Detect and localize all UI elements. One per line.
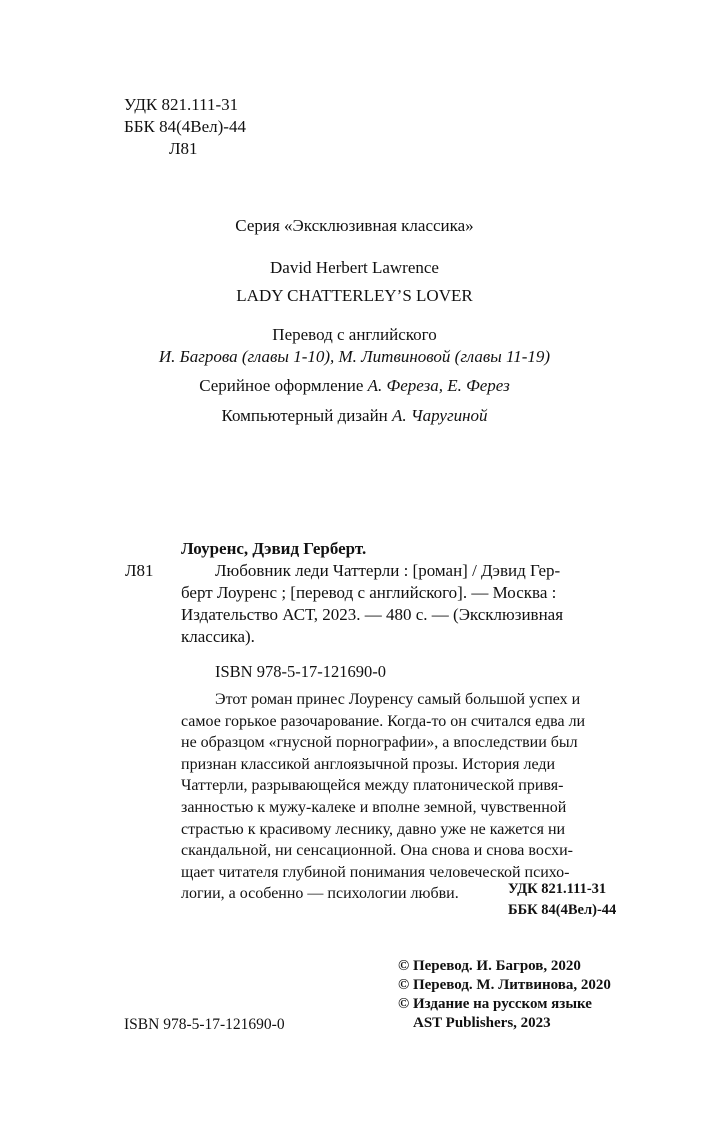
bibliographic-body xyxy=(125,560,625,648)
computer-design-label: Компьютерный дизайн xyxy=(221,406,393,425)
isbn-footer: ISBN 978-5-17-121690-0 xyxy=(124,1016,285,1033)
annotation-line: не образцом «гнусной порнографии», а впоследствии был xyxy=(181,734,578,752)
udk-code-bottom: УДК 821.111-31 xyxy=(508,881,607,897)
bbk-code-bottom: ББК 84(4Вел)-44 xyxy=(508,902,617,918)
bibliographic-line: Издательство АСТ, 2023. — 480 с. — (Эксклюзивная xyxy=(181,605,564,624)
bibliographic-record xyxy=(125,538,625,648)
bottom-classification-codes xyxy=(508,879,616,921)
top-classification-codes xyxy=(124,94,246,160)
annotation-line: скандальной, ни сенсационной. Она снова и снова восхи- xyxy=(181,842,574,860)
annotation-line: логии, а особенно — психологии любви. xyxy=(181,885,459,903)
bbk-code: ББК 84(4Вел)-44 xyxy=(124,117,246,136)
annotation-line: самое горькое разочарование. Когда-то он считался едва ли xyxy=(181,712,586,730)
series-design-names: А. Фереза, Е. Ферез xyxy=(367,376,510,395)
copyright-line: © Перевод. И. Багров, 2020 xyxy=(398,958,581,974)
computer-design-names: А. Чаругиной xyxy=(392,406,488,425)
translation-label: Перевод с английского xyxy=(272,325,437,344)
udk-code: УДК 821.111-31 xyxy=(124,95,239,114)
series-title: Серия «Эксклюзивная классика» xyxy=(235,216,474,235)
copyright-line: AST Publishers, 2023 xyxy=(413,1015,551,1031)
annotation-line: щает читателя глубиной понимания человеческой психо- xyxy=(181,863,570,881)
copyright-block xyxy=(398,957,611,1033)
translators xyxy=(0,347,709,367)
series-design-credit xyxy=(0,376,709,396)
bibliographic-line: берт Лоуренс ; [перевод с английского]. — Москва : xyxy=(181,583,557,602)
isbn-record: ISBN 978-5-17-121690-0 xyxy=(215,662,386,681)
computer-design-credit xyxy=(0,406,709,426)
translators-names: И. Багрова (главы 1-10), М. Литвиновой (главы 11-19) xyxy=(158,347,551,366)
original-title: LADY CHATTERLEY’S LOVER xyxy=(236,286,473,305)
annotation-line: Чаттерли, разрывающейся между платонической привя- xyxy=(181,777,564,795)
annotation-line: страстью к красивому леснику, давно уже не кажется ни xyxy=(181,820,566,838)
bibliographic-line: Любовник леди Чаттерли : [роман] / Дэвид Гер- xyxy=(215,561,561,580)
bibliographic-line: классика). xyxy=(181,627,255,646)
copyright-line: © Перевод. М. Литвинова, 2020 xyxy=(398,977,611,993)
annotation-line: признан классикой англоязычной прозы. История леди xyxy=(181,755,556,773)
bibliographic-code: Л81 xyxy=(125,561,154,580)
annotation-line: Этот роман принес Лоуренсу самый большой успех и xyxy=(215,691,581,708)
author-mark: Л81 xyxy=(169,139,198,158)
original-author: David Herbert Lawrence xyxy=(270,258,439,277)
annotation xyxy=(181,689,625,905)
series-design-label: Серийное оформление xyxy=(199,376,368,395)
author-heading: Лоуренс, Дэвид Герберт. xyxy=(181,539,367,558)
annotation-line: занностью к мужу-калеке и вполне земной, чувственной xyxy=(181,798,567,816)
copyright-line: © Издание на русском языке xyxy=(398,996,592,1012)
